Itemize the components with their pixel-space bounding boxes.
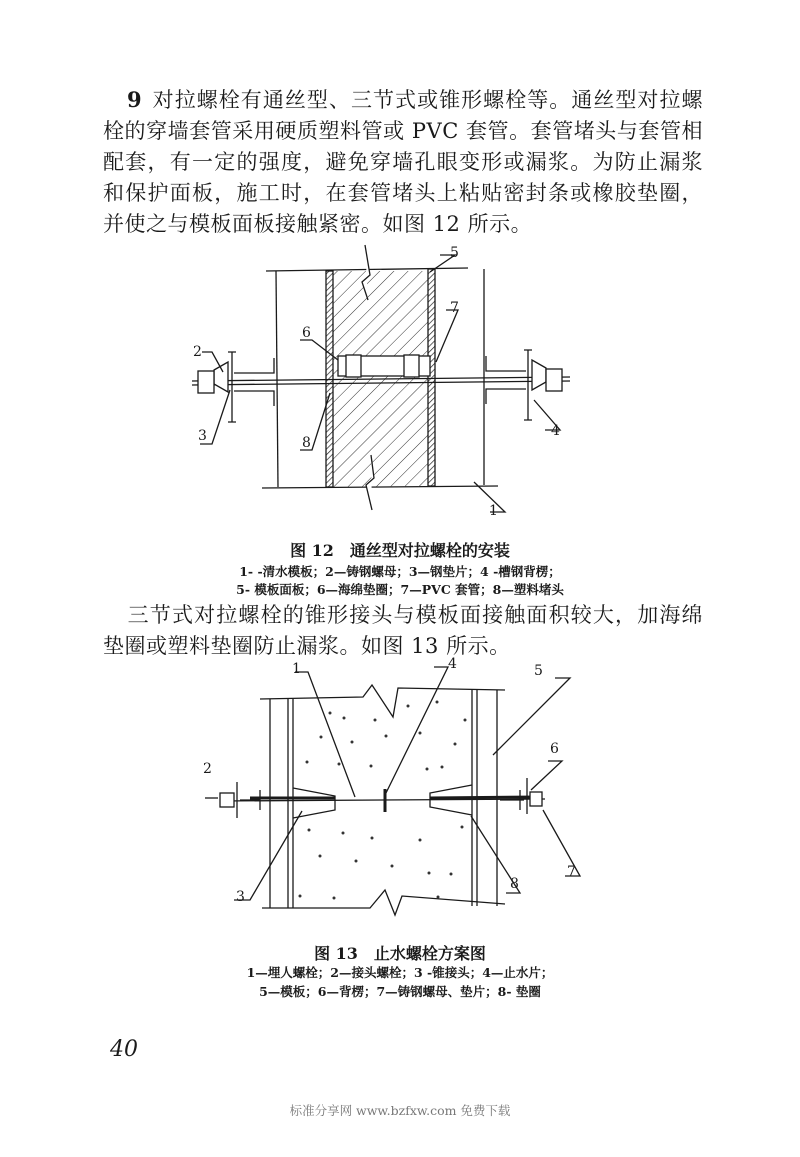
figure-13-caption: 图 13 止水螺栓方案图 xyxy=(314,944,486,963)
figure-13-legend-line-1: 1—埋人螺栓；2—接头螺栓；3 -锥接头；4—止水片； xyxy=(246,965,554,980)
label-5: 5 xyxy=(534,663,543,679)
paragraph-text: 三节式对拉螺栓的锥形接头与模板面接触面积较大，加海绵垫圈或塑料垫圈防止漏浆。如图 13 所示。 xyxy=(103,603,703,658)
label-6: 6 xyxy=(550,741,559,757)
label-2: 2 xyxy=(203,761,212,777)
label-5: 5 xyxy=(450,245,459,261)
item-number: 9 xyxy=(127,87,143,112)
figure-12-caption: 图 12 通丝型对拉螺栓的安装 xyxy=(290,541,510,560)
label-8: 8 xyxy=(302,435,311,451)
label-1: 1 xyxy=(292,661,301,677)
figure-13-labels xyxy=(203,656,576,905)
page-number: 40 xyxy=(110,1037,138,1062)
figure-12-legend-line-2: 5- 模板面板；6—海绵垫圈；7—PVC 套管；8—塑料堵头 xyxy=(236,582,564,597)
figure-13-legend-line-2: 5—模板；6—背楞；7—铸钢螺母、垫片；8- 垫圈 xyxy=(259,984,541,999)
paragraph-text: 对拉螺栓有通丝型、三节式或锥形螺栓等。通丝型对拉螺栓的穿墙套管采用硬质塑料管或 PVC 套管。套管堵头与套管相配套，有一定的强度，避免穿墙孔眼变形或漏浆。为防止漏浆和保护面板，施工时，在套管堵头上粘贴密封条或橡胶垫圈，并使之与模板面板接触紧密。如图 12 所示。 xyxy=(103,88,703,236)
paragraph-three-piece-bolt xyxy=(103,600,703,662)
label-7: 7 xyxy=(450,300,459,316)
label-3: 3 xyxy=(236,889,245,905)
figure-12-legend-line-1: 1- -清水模板；2—铸钢螺母；3—钢垫片；4 -槽钢背楞； xyxy=(239,564,561,579)
label-1: 1 xyxy=(489,503,498,519)
label-2: 2 xyxy=(193,344,202,360)
label-3: 3 xyxy=(198,428,207,444)
paragraph-bolt-types xyxy=(103,84,703,240)
label-4: 4 xyxy=(551,423,560,439)
label-8: 8 xyxy=(510,876,519,892)
figure-13-diagram xyxy=(0,655,800,935)
figure-12-diagram xyxy=(0,240,800,530)
label-6: 6 xyxy=(302,325,311,341)
footer-watermark: 标准分享网 www.bzfxw.com 免费下载 xyxy=(289,1103,511,1118)
label-7: 7 xyxy=(567,864,576,880)
label-4: 4 xyxy=(448,656,457,672)
